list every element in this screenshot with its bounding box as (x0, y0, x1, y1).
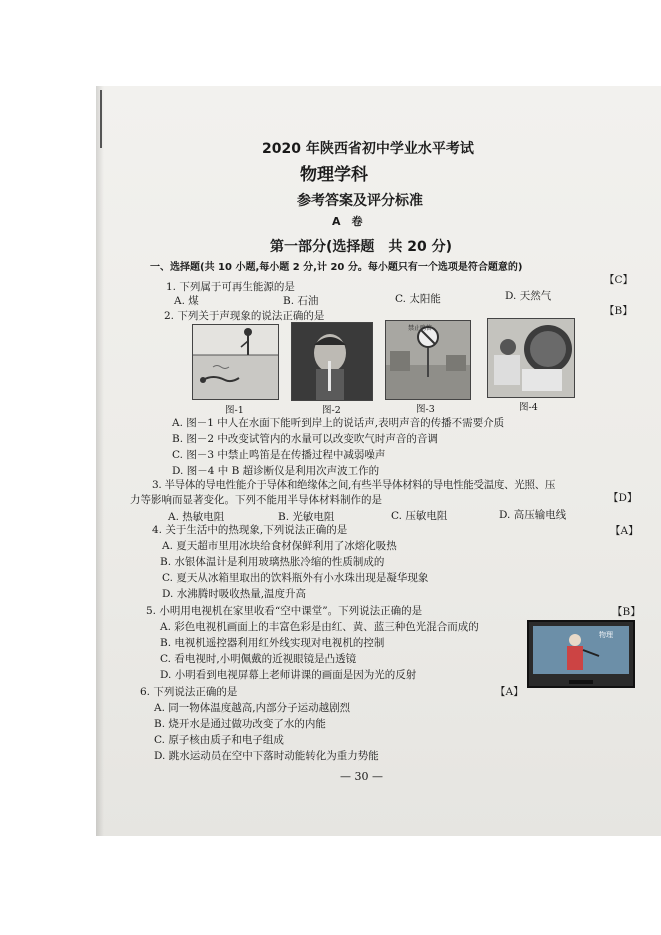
figure-1-swimmer (192, 324, 279, 400)
q1-option-d: D. 天然气 (505, 290, 552, 302)
q2-option-c: C. 图－3 中禁止鸣笛是在传播过程中减弱噪声 (172, 449, 386, 461)
q4-option-b: B. 水银体温计是利用玻璃热胀冷缩的性质制成的 (160, 556, 385, 568)
figure-3-sign-text: 禁止鸣笛 (408, 325, 433, 332)
page-shadow (96, 86, 104, 836)
q1-option-b: B. 石油 (283, 295, 319, 307)
q2-option-b: B. 图－2 中改变试管内的水量可以改变吹气时声音的音调 (172, 433, 438, 445)
q4-option-a: A. 夏天超市里用冰块给食材保鲜利用了冰熔化吸热 (162, 540, 397, 552)
q5-option-d: D. 小明看到电视屏幕上老师讲课的画面是因为光的反射 (160, 669, 417, 681)
q2-answer: 【B】 (604, 305, 633, 317)
figure-4-caption: 图-4 (519, 402, 538, 413)
q4-answer: 【A】 (610, 525, 639, 537)
figure-3-no-horn-sign (385, 320, 471, 400)
q6-option-a: A. 同一物体温度越高,内部分子运动越剧烈 (154, 702, 351, 714)
q5-option-a: A. 彩色电视机画面上的丰富色彩是由红、黄、蓝三种色光混合而成的 (160, 621, 479, 633)
volume-label: A 卷 (332, 215, 363, 228)
q3-option-d: D. 高压输电线 (499, 509, 567, 521)
q2-option-d: D. 图－4 中 B 超诊断仪是利用次声波工作的 (172, 465, 380, 477)
tv-illustration (527, 620, 635, 688)
q3-option-c: C. 压敏电阻 (391, 510, 448, 522)
q3-stem-line1: 3. 半导体的导电性能介于导体和绝缘体之间,有些半导体材料的导电性能受温度、光照、压 (152, 479, 556, 491)
teacher-figure (533, 626, 629, 674)
q4-option-d: D. 水沸腾时吸收热量,温度升高 (162, 588, 307, 600)
q6-option-b: B. 烧开水是通过做功改变了水的内能 (154, 718, 326, 730)
tv-stand (569, 680, 593, 684)
figure-2-test-tube (291, 322, 373, 401)
q1-option-a: A. 煤 (174, 295, 199, 307)
figure-1-caption: 图-1 (225, 405, 244, 416)
q2-stem: 2. 下列关于声现象的说法正确的是 (164, 310, 325, 322)
part-heading: 第一部分(选择题 共 20 分) (270, 239, 453, 255)
q1-option-c: C. 太阳能 (395, 293, 441, 305)
q3-option-a: A. 热敏电阻 (168, 511, 225, 523)
q3-answer: 【D】 (608, 492, 638, 504)
q5-answer: 【B】 (612, 606, 641, 618)
section-intro: 一、选择题(共 10 小题,每小题 2 分,计 20 分。每小题只有一个选项是符合题意的) (150, 262, 523, 273)
q6-stem: 6. 下列说法正确的是 (140, 686, 238, 698)
q3-stem-line2: 力等影响而显著变化。下列不能用半导体材料制作的是 (130, 494, 382, 506)
q5-option-c: C. 看电视时,小明佩戴的近视眼镜是凸透镜 (160, 653, 357, 665)
figure-3-caption: 图-3 (416, 404, 435, 415)
q1-stem: 1. 下列属于可再生能源的是 (166, 281, 295, 293)
exam-title: 2020 年陕西省初中学业水平考试 (262, 141, 474, 157)
q3-option-b: B. 光敏电阻 (278, 511, 335, 523)
figure-2-caption: 图-2 (322, 405, 341, 416)
q6-answer: 【A】 (495, 686, 524, 698)
q4-stem: 4. 关于生活中的热现象,下列说法正确的是 (152, 524, 348, 536)
q2-option-a: A. 图－1 中人在水面下能听到岸上的说话声,表明声音的传播不需要介质 (172, 417, 505, 429)
q6-option-c: C. 原子核由质子和电子组成 (154, 734, 284, 746)
q5-stem: 5. 小明用电视机在家里收看“空中课堂”。下列说法正确的是 (146, 605, 423, 617)
tv-caption: 物理 (599, 631, 613, 639)
q4-option-c: C. 夏天从冰箱里取出的饮料瓶外有小水珠出现是凝华现象 (162, 572, 429, 584)
q1-answer: 【C】 (604, 274, 634, 286)
figure-4-ultrasound (487, 318, 575, 398)
subject-title: 物理学科 (300, 165, 368, 185)
margin-mark (100, 90, 102, 148)
q6-option-d: D. 跳水运动员在空中下落时动能转化为重力势能 (154, 750, 379, 762)
page-number: — 30 — (340, 770, 383, 783)
q5-option-b: B. 电视机遥控器利用红外线实现对电视机的控制 (160, 637, 385, 649)
answer-key-title: 参考答案及评分标准 (297, 193, 423, 209)
tv-screen (533, 626, 629, 674)
